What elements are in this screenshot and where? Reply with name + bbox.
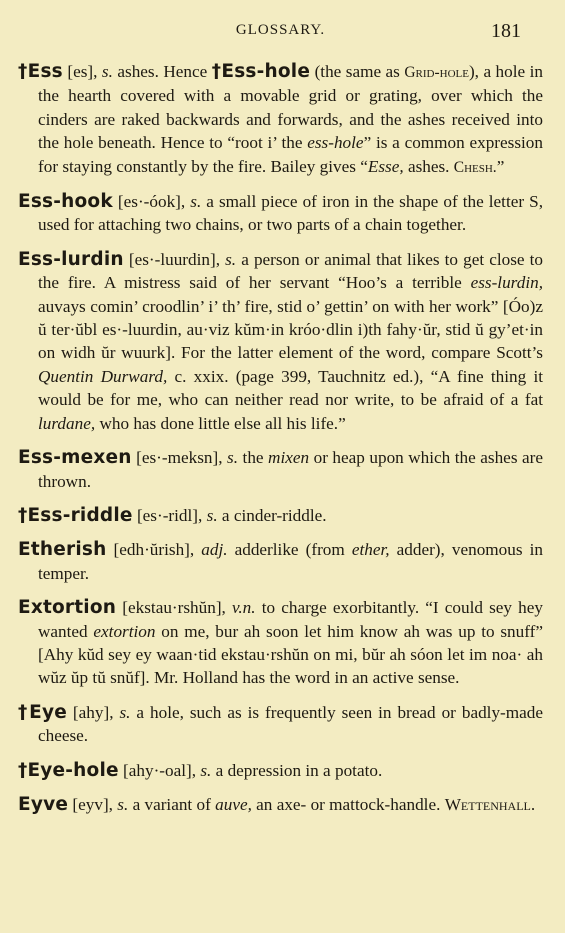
entry-text: s. bbox=[227, 448, 239, 468]
entry-headword: Ess-lurdin bbox=[18, 248, 124, 270]
entry-subheadword: †Ess-hole bbox=[211, 61, 311, 82]
entry-text: ether, bbox=[351, 540, 390, 560]
entry-text: s. bbox=[206, 505, 218, 525]
entry-text: a small piece of iron in the shape of the letter S, used for attaching two chains, or two parts of a chain together. bbox=[38, 192, 543, 235]
entry-text: a depression in a potato. bbox=[211, 760, 383, 780]
entry-text: Wettenhall. bbox=[444, 794, 536, 814]
entry-headword: Ess-mexen bbox=[18, 447, 132, 469]
entry-text: adj. bbox=[201, 540, 228, 560]
entry-text: [es], bbox=[62, 62, 102, 81]
glossary-entry bbox=[18, 248, 543, 435]
glossary-entry bbox=[18, 596, 543, 690]
entry-text: [es·-luurdin], bbox=[123, 249, 226, 269]
entry-text: lurdane, bbox=[38, 413, 96, 433]
running-head bbox=[18, 22, 543, 48]
entry-headword: Etherish bbox=[18, 539, 107, 561]
entry-text: ashes. Hence bbox=[112, 62, 212, 81]
glossary-entry bbox=[18, 446, 543, 493]
entry-text: [edh·ŭrish], bbox=[106, 540, 202, 560]
entry-text: [ahy·-oal], bbox=[118, 760, 201, 780]
running-title: GLOSSARY. bbox=[235, 22, 326, 38]
entry-text: c. xxix. (page 399, Tauchnitz ed.), “A fine thing it would be for me, who can neither read nor write, to be afraid of a fat bbox=[38, 366, 543, 410]
entry-text: Esse, bbox=[367, 156, 404, 176]
entry-headword: †Ess bbox=[18, 61, 63, 82]
entry-text: an axe- or mattock-handle. bbox=[251, 794, 445, 814]
entry-text: [es·-meksn], bbox=[131, 448, 228, 468]
entry-text: ), a hole in the hearth covered with a movable grid or grating, over which the cinders are raked backwards and forwards, and the ashes received into the hole beneath. Hence to “root i’ the bbox=[38, 62, 543, 153]
entry-text: who has done little else all his life.” bbox=[95, 413, 346, 433]
entry-text: s. bbox=[200, 760, 212, 780]
entry-text: Quentin Durward, bbox=[38, 366, 168, 386]
glossary-entries bbox=[18, 60, 543, 816]
entry-text: [ekstau·rshŭn], bbox=[116, 598, 233, 618]
entry-headword: Extortion bbox=[18, 597, 117, 619]
entry-text: Grid-hole bbox=[404, 64, 469, 81]
entry-text: a variant of bbox=[128, 794, 216, 814]
entry-text: v.n. bbox=[232, 598, 256, 618]
entry-text: [ahy], bbox=[66, 702, 120, 722]
entry-text: mixen bbox=[268, 448, 310, 468]
entry-text: [eyv], bbox=[68, 794, 118, 814]
entry-text: a hole, such as is frequently seen in bread or badly-made cheese. bbox=[38, 702, 543, 746]
entry-headword: †Eye bbox=[18, 701, 67, 723]
entry-text: auve, bbox=[215, 794, 252, 814]
entry-text: or heap upon which the ashes are thrown. bbox=[38, 448, 543, 491]
entry-headword: †Eye-hole bbox=[18, 759, 119, 781]
glossary-entry bbox=[18, 793, 543, 816]
entry-headword: †Ess-riddle bbox=[18, 504, 133, 526]
glossary-entry bbox=[18, 504, 543, 527]
entry-text: a cinder-riddle. bbox=[217, 505, 327, 525]
entry-text: adderlike (from bbox=[227, 540, 352, 560]
entry-text: ” is a common expression for staying constantly by the fire. Bailey gives “ bbox=[38, 133, 543, 176]
entry-text: ess-lurdin, bbox=[470, 273, 543, 293]
entry-text: ess-hole bbox=[307, 133, 364, 153]
glossary-entry bbox=[18, 60, 543, 179]
entry-text: s. bbox=[225, 249, 237, 269]
glossary-entry bbox=[18, 701, 543, 748]
entry-text: Chesh. bbox=[453, 158, 497, 176]
entry-text: a person or animal that likes to get close to the fire. A mistress said of her servant “Hoo’s a terrible bbox=[38, 249, 543, 293]
entry-text: [es·-ridl], bbox=[132, 505, 207, 525]
entry-text: auvays comin’ croodlin’ i’ th’ fire, stid o’ gettin’ on with her work” [Óo)z ŭ ter·ŭbl es·-luurdin, au·viz kŭm·in króo·dlin i)th fahy·ŭr, stid ŭ gy’et·in on widh ŭr wuurk]. For the latter element of the word, compare Scott’s bbox=[38, 296, 543, 363]
entry-text: s. bbox=[117, 794, 129, 814]
glossary-entry bbox=[18, 190, 543, 237]
entry-text: adder), venomous in temper. bbox=[38, 540, 543, 583]
entry-text: [es·-óok], bbox=[112, 192, 191, 212]
entry-text: extortion bbox=[93, 621, 156, 641]
entry-text: to charge exorbitantly. “I could sey hey wanted bbox=[38, 598, 543, 641]
entry-headword: Ess-hook bbox=[18, 191, 113, 213]
entry-text: on me, bur ah soon let him know ah was up to snuff” [Ahy kŭd sey ey waan·tid ekstau·rshŭn on mi, bŭr ah sóon let im noa· ah wŭz ŭp tŭ snŭf]. Mr. Holland has the word in an active sense. bbox=[38, 621, 543, 688]
entry-text: (the same as bbox=[310, 62, 405, 81]
glossary-entry bbox=[18, 759, 543, 782]
page-number: 181 bbox=[491, 20, 521, 42]
entry-text: the bbox=[238, 448, 269, 468]
entry-text: s. bbox=[190, 192, 202, 212]
entry-headword: Eyve bbox=[18, 793, 69, 815]
entry-text: s. bbox=[119, 702, 131, 722]
entry-text: ” bbox=[496, 156, 505, 176]
entry-text: ashes. bbox=[403, 156, 454, 176]
glossary-entry bbox=[18, 538, 543, 585]
entry-text: s. bbox=[101, 62, 113, 81]
